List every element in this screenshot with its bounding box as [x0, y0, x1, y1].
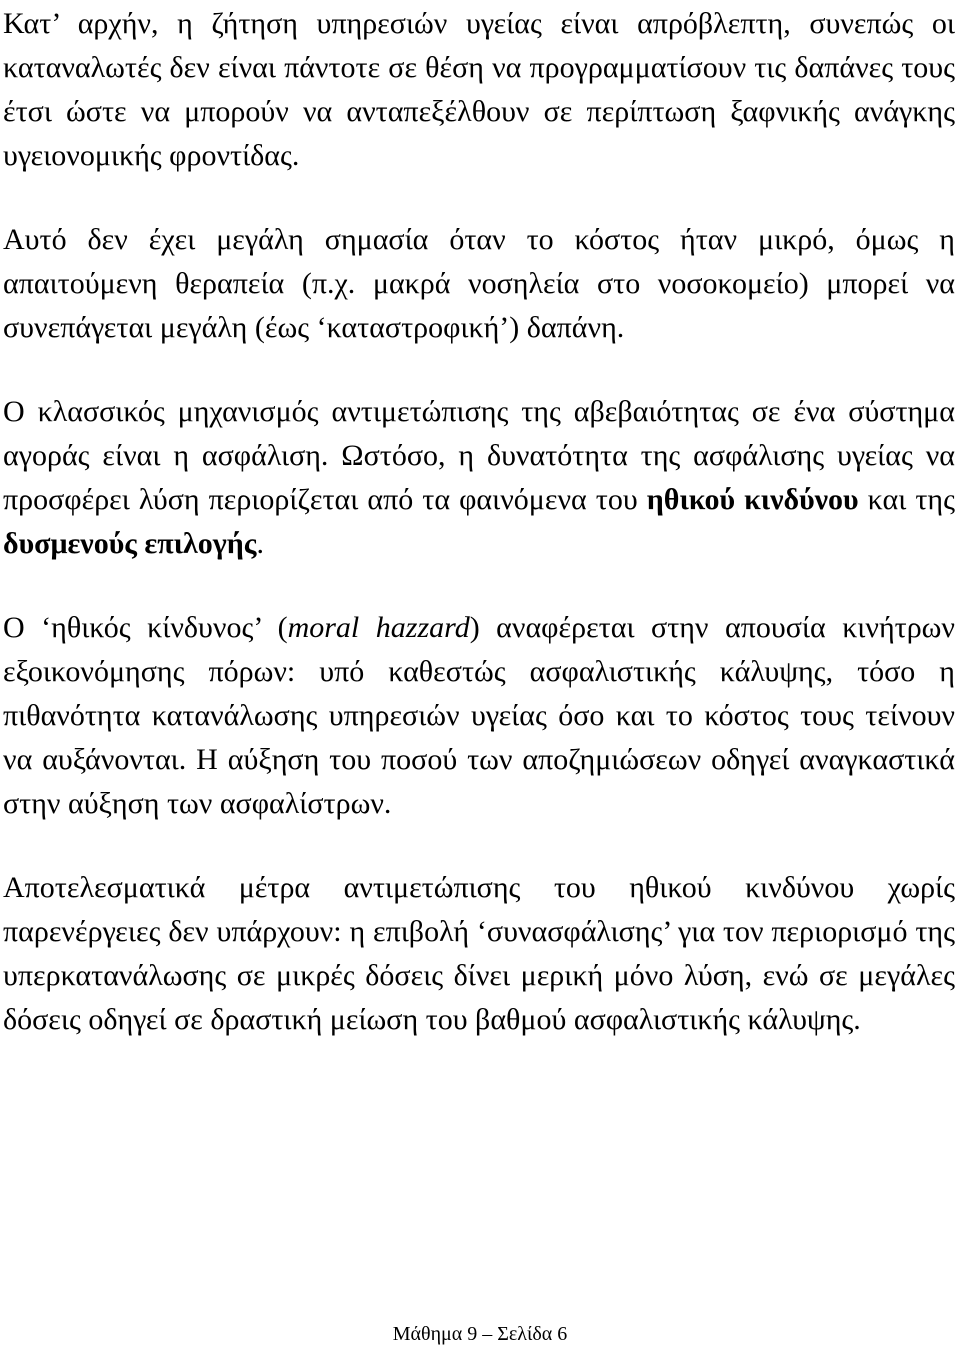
paragraph-2: Αυτό δεν έχει μεγάλη σημασία όταν το κόστος ήταν μικρό, όμως η απαιτούμενη θεραπεία (π.χ. μακρά νοσηλεία στο νοσοκομείο) μπορεί να συνεπάγεται μεγάλη (έως ‘καταστροφική’) δαπάνη. — [3, 223, 955, 344]
paragraph-5: Αποτελεσματικά μέτρα αντιμετώπισης του ηθικού κινδύνου χωρίς παρενέργειες δεν υπάρχουν: η επιβολή ‘συνασφάλισης’ για τον περιορισμό της υπερκατανάλωσης σε μικρές δόσεις δίνει μερική μόνο λύση, ενώ σε μεγάλες δόσεις οδηγεί σε δραστική μείωση του βαθμού ασφαλιστικής κάλυψης. — [3, 871, 955, 1036]
paragraph-4 — [3, 604, 955, 826]
paragraph-4-text-end: ) αναφέρεται στην απουσία κινήτρων εξοικονόμησης πόρων: υπό καθεστώς ασφαλιστικής κάλυψης, τόσο η πιθανότητα κατανάλωσης υπηρεσιών υγείας όσο και το κόστος τους τείνουν να αυξάνονται. Η αύξηση του ποσού των αποζημιώσεων οδηγεί αναγκαστικά στην αύξηση των ασφαλίστρων. — [3, 611, 955, 820]
paragraph-3-text-middle: και της — [858, 483, 955, 516]
term-adverse-selection: δυσμενούς επιλογής — [3, 527, 257, 560]
english-term: moral hazzard — [287, 611, 470, 644]
paragraph-1: Κατ’ αρχήν, η ζήτηση υπηρεσιών υγείας είναι απρόβλεπτη, συνεπώς οι καταναλωτές δεν είναι πάντοτε σε θέση να προγραμματίσουν τις δαπάνες τους έτσι ώστε να μπορούν να ανταπεξέλθουν σε περίπτωση ξαφνικής ανάγκης υγειονομικής φροντίδας. — [3, 7, 955, 172]
term-moral-hazard: ηθικού κινδύνου — [646, 483, 859, 516]
paragraph-3-text-end: . — [256, 527, 264, 560]
paragraph-4-text-start: Ο ‘ηθικός κίνδυνος’ ( — [3, 611, 288, 644]
paragraph-3-text-start: Ο κλασσικός μηχανισμός αντιμετώπισης της αβεβαιότητας σε ένα σύστημα αγοράς είναι η ασφάλιση. Ωστόσο, η δυνατότητα της ασφάλισης υγείας να προσφέρει λύση περιορίζεται από τα φαινόμενα του — [3, 395, 955, 516]
page-body — [3, 0, 955, 1042]
paragraph-3 — [3, 388, 955, 566]
page-footer: Μάθημα 9 – Σελίδα 6 — [392, 1323, 568, 1345]
